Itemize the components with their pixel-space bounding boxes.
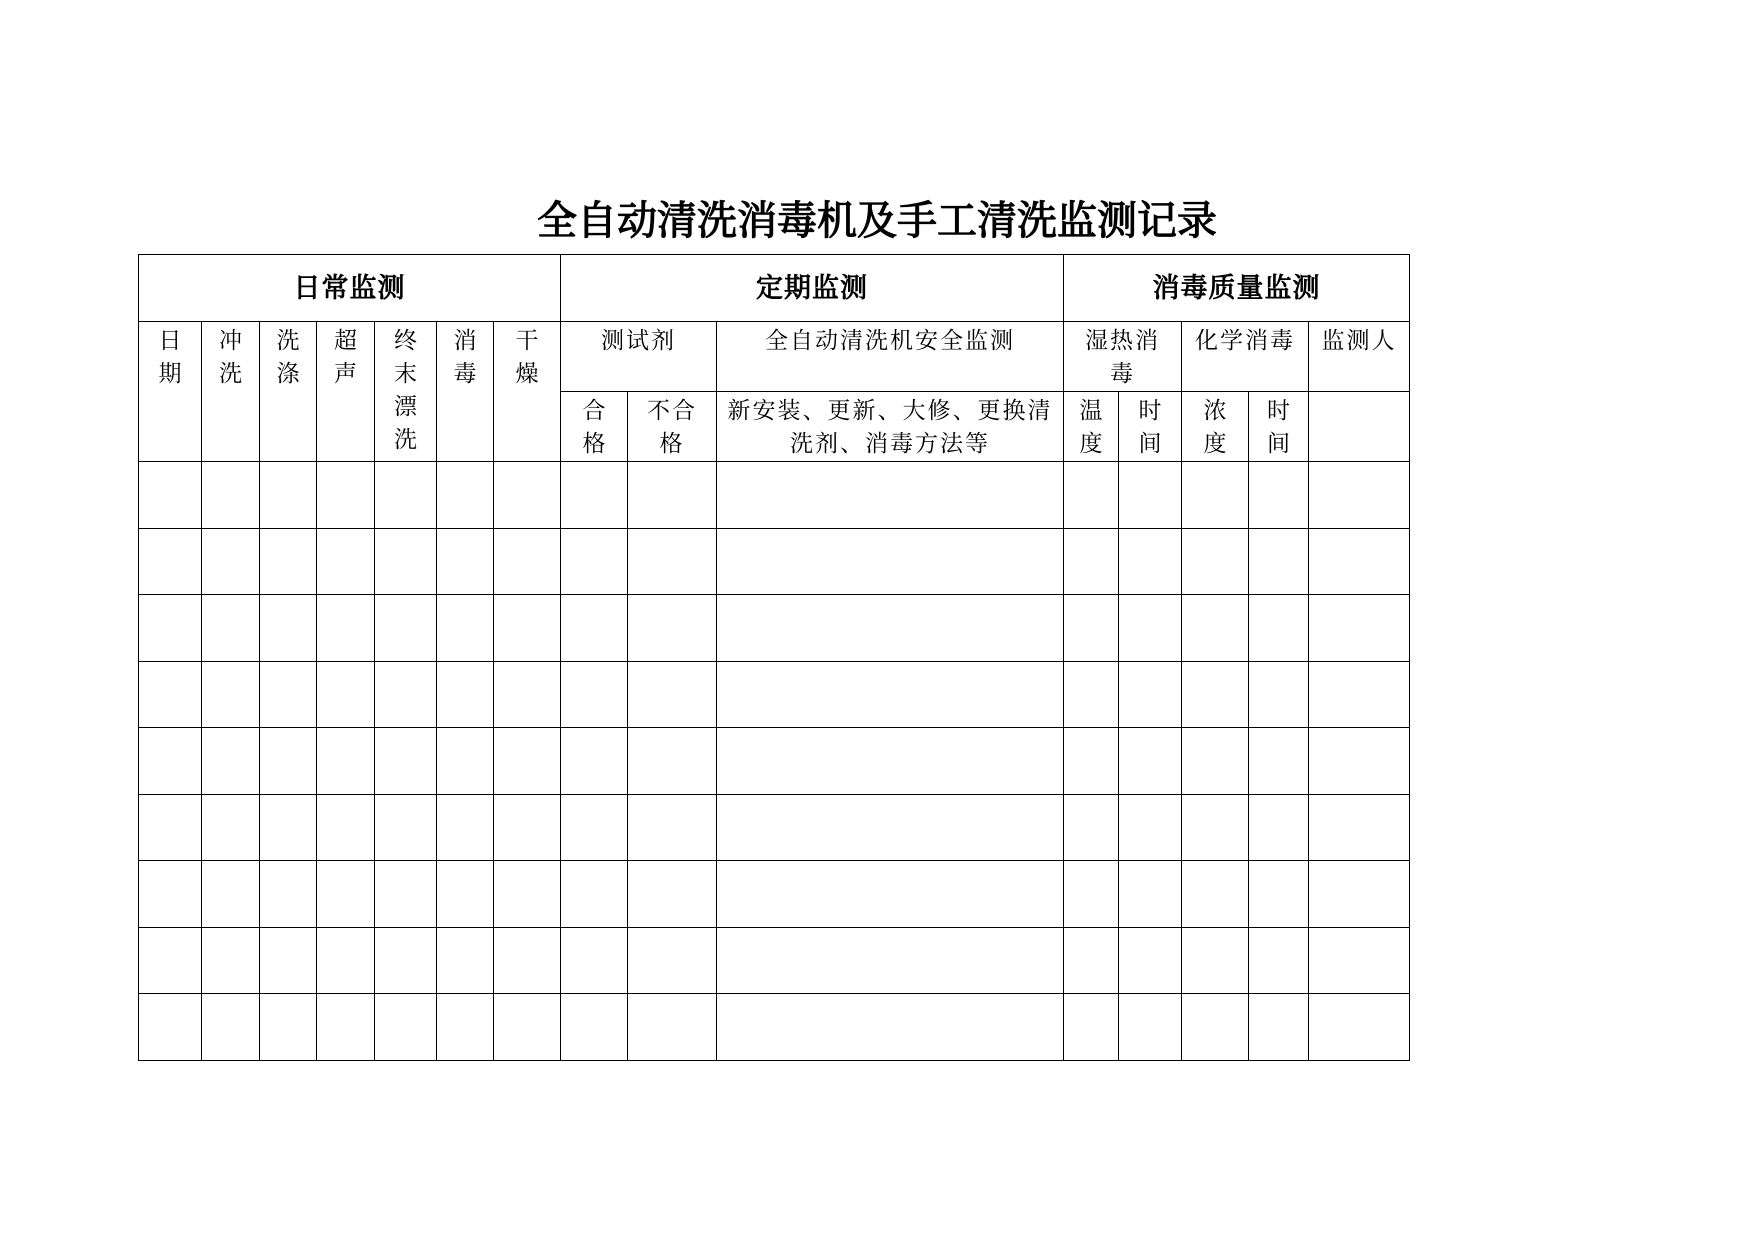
entry-cell[interactable] [1064, 994, 1119, 1061]
entry-cell[interactable] [317, 528, 375, 595]
entry-cell[interactable] [317, 861, 375, 928]
entry-cell[interactable] [1064, 794, 1119, 861]
entry-cell[interactable] [375, 595, 437, 662]
entry-cell[interactable] [1119, 462, 1182, 529]
entry-cell[interactable] [202, 728, 260, 795]
group-daily: 日常监测 [139, 255, 561, 322]
entry-cell[interactable] [202, 927, 260, 994]
table-row [139, 994, 1410, 1061]
entry-cell[interactable] [260, 794, 317, 861]
entry-cell[interactable] [1182, 728, 1249, 795]
col-disinfect: 消毒 [437, 322, 494, 462]
entry-cell[interactable] [1249, 794, 1309, 861]
entry-cell[interactable] [317, 661, 375, 728]
entry-cell[interactable] [375, 794, 437, 861]
col-rinse: 冲洗 [202, 322, 260, 462]
entry-cell[interactable] [1182, 661, 1249, 728]
table-row [139, 528, 1410, 595]
col-heat-time: 时间 [1119, 392, 1182, 462]
entry-cell[interactable] [1182, 861, 1249, 928]
table-row [139, 661, 1410, 728]
entry-cell[interactable] [375, 528, 437, 595]
entry-cell[interactable] [1309, 861, 1410, 928]
page-title: 全自动清洗消毒机及手工清洗监测记录 [537, 197, 1217, 244]
entry-cell[interactable] [561, 927, 628, 994]
entry-cell[interactable] [1119, 728, 1182, 795]
entry-cell[interactable] [628, 595, 717, 662]
table-row [139, 462, 1410, 529]
entry-cell[interactable] [317, 927, 375, 994]
entry-cell[interactable] [494, 528, 561, 595]
entry-cell[interactable] [494, 794, 561, 861]
entry-cell[interactable] [1249, 861, 1309, 928]
table-row [139, 794, 1410, 861]
entry-cell[interactable] [1249, 994, 1309, 1061]
entry-cell[interactable] [494, 661, 561, 728]
entry-cell[interactable] [628, 861, 717, 928]
entry-cell[interactable] [260, 994, 317, 1061]
entry-cell[interactable] [437, 861, 494, 928]
entry-cell[interactable] [317, 994, 375, 1061]
entry-cell[interactable] [139, 927, 202, 994]
entry-cell[interactable] [317, 595, 375, 662]
entry-cell[interactable] [717, 462, 1064, 529]
entry-cell[interactable] [561, 994, 628, 1061]
entry-cell[interactable] [1064, 927, 1119, 994]
entry-cell[interactable] [1064, 595, 1119, 662]
col-concentration: 浓度 [1182, 392, 1249, 462]
monitoring-record-table [138, 254, 1410, 1061]
col-final-rinse: 终末漂洗 [375, 322, 437, 462]
entry-cell[interactable] [1309, 794, 1410, 861]
table-row [139, 595, 1410, 662]
entry-cell[interactable] [202, 462, 260, 529]
entry-cell[interactable] [494, 927, 561, 994]
col-date: 日期 [139, 322, 202, 462]
entry-cell[interactable] [1119, 595, 1182, 662]
entry-cell[interactable] [628, 794, 717, 861]
entry-cell[interactable] [375, 994, 437, 1061]
entry-cell[interactable] [437, 528, 494, 595]
entry-cell[interactable] [139, 528, 202, 595]
col-moist-heat: 湿热消毒 [1064, 322, 1182, 392]
entry-cell[interactable] [717, 927, 1064, 994]
entry-cell[interactable] [1182, 927, 1249, 994]
entry-cell[interactable] [260, 462, 317, 529]
entry-cell[interactable] [260, 595, 317, 662]
entry-cell[interactable] [1064, 861, 1119, 928]
entry-cell[interactable] [1249, 528, 1309, 595]
col-temperature: 温度 [1064, 392, 1119, 462]
entry-cell[interactable] [561, 595, 628, 662]
entry-cell[interactable] [1182, 794, 1249, 861]
entry-cell[interactable] [375, 728, 437, 795]
entry-cell[interactable] [1249, 728, 1309, 795]
entry-cell[interactable] [1119, 661, 1182, 728]
entry-cell[interactable] [628, 728, 717, 795]
entry-cell[interactable] [1119, 794, 1182, 861]
entry-cell[interactable] [139, 595, 202, 662]
entry-cell[interactable] [561, 861, 628, 928]
entry-cell[interactable] [1182, 595, 1249, 662]
entry-cell[interactable] [628, 462, 717, 529]
col-monitor-person: 监测人 [1309, 322, 1410, 392]
entry-cell[interactable] [1119, 927, 1182, 994]
table-row [139, 728, 1410, 795]
entry-cell[interactable] [1309, 661, 1410, 728]
entry-cell[interactable] [494, 728, 561, 795]
entry-cell[interactable] [1249, 595, 1309, 662]
col-chemical: 化学消毒 [1182, 322, 1309, 392]
group-disinfection-quality: 消毒质量监测 [1064, 255, 1410, 322]
entry-cell[interactable] [317, 462, 375, 529]
entry-cell[interactable] [1309, 595, 1410, 662]
entry-cell[interactable] [260, 661, 317, 728]
entry-cell[interactable] [561, 462, 628, 529]
group-header-row [139, 255, 1410, 322]
entry-cell[interactable] [1182, 994, 1249, 1061]
entry-cell[interactable] [494, 462, 561, 529]
entry-cell[interactable] [139, 728, 202, 795]
entry-cell[interactable] [437, 462, 494, 529]
entry-cell[interactable] [437, 728, 494, 795]
col-wash: 洗涤 [260, 322, 317, 462]
col-pass: 合格 [561, 392, 628, 462]
entry-cell[interactable] [717, 528, 1064, 595]
entry-cell[interactable] [717, 794, 1064, 861]
entry-cell[interactable] [202, 861, 260, 928]
table-row [139, 927, 1410, 994]
entry-cell[interactable] [717, 728, 1064, 795]
entry-cell[interactable] [260, 728, 317, 795]
entry-cell[interactable] [561, 728, 628, 795]
entry-cell[interactable] [1309, 728, 1410, 795]
entry-cell[interactable] [1182, 462, 1249, 529]
entry-cell[interactable] [494, 994, 561, 1061]
entry-cell[interactable] [1119, 994, 1182, 1061]
entry-cell[interactable] [1119, 528, 1182, 595]
entry-cell[interactable] [202, 595, 260, 662]
entry-cell[interactable] [437, 927, 494, 994]
entry-cell[interactable] [628, 994, 717, 1061]
col-safety-conditions: 新安装、更新、大修、更换清洗剂、消毒方法等 [717, 392, 1064, 462]
entry-cell[interactable] [628, 528, 717, 595]
entry-cell[interactable] [628, 927, 717, 994]
entry-cell[interactable] [1064, 462, 1119, 529]
entry-cell[interactable] [375, 927, 437, 994]
entry-cell[interactable] [202, 528, 260, 595]
entry-cell[interactable] [628, 661, 717, 728]
table-row [139, 861, 1410, 928]
col-dry: 干燥 [494, 322, 561, 462]
entry-cell[interactable] [717, 661, 1064, 728]
entry-cell[interactable] [1064, 528, 1119, 595]
entry-cell[interactable] [260, 528, 317, 595]
entry-cell[interactable] [139, 861, 202, 928]
col-monitor-blank [1309, 392, 1410, 462]
entry-cell[interactable] [202, 994, 260, 1061]
entry-cell[interactable] [437, 794, 494, 861]
entry-cell[interactable] [139, 994, 202, 1061]
entry-cell[interactable] [1249, 661, 1309, 728]
entry-cell[interactable] [561, 528, 628, 595]
entry-cell[interactable] [1064, 728, 1119, 795]
entry-cell[interactable] [561, 794, 628, 861]
entry-cell[interactable] [1119, 861, 1182, 928]
entry-cell[interactable] [437, 994, 494, 1061]
col-ultrasonic: 超声 [317, 322, 375, 462]
entry-cell[interactable] [202, 661, 260, 728]
entry-cell[interactable] [260, 861, 317, 928]
entry-cell[interactable] [1309, 528, 1410, 595]
col-chemical-time: 时间 [1249, 392, 1309, 462]
entry-cell[interactable] [494, 861, 561, 928]
entry-cell[interactable] [375, 861, 437, 928]
entry-cell[interactable] [1309, 927, 1410, 994]
entry-cell[interactable] [139, 462, 202, 529]
entry-cell[interactable] [1182, 528, 1249, 595]
entry-cell[interactable] [375, 661, 437, 728]
entry-cell[interactable] [202, 794, 260, 861]
entry-cell[interactable] [139, 794, 202, 861]
entry-cell[interactable] [375, 462, 437, 529]
col-safety-monitoring: 全自动清洗机安全监测 [717, 322, 1064, 392]
entry-cell[interactable] [317, 794, 375, 861]
entry-cell[interactable] [717, 994, 1064, 1061]
entry-cell[interactable] [717, 861, 1064, 928]
entry-cell[interactable] [139, 661, 202, 728]
entry-cell[interactable] [561, 661, 628, 728]
entry-cell[interactable] [317, 728, 375, 795]
entry-cell[interactable] [437, 595, 494, 662]
sub-header-row-1 [139, 322, 1410, 392]
entry-cell[interactable] [1309, 994, 1410, 1061]
entry-cell[interactable] [1249, 462, 1309, 529]
entry-cell[interactable] [437, 661, 494, 728]
record-rows [139, 462, 1410, 1061]
col-fail: 不合格 [628, 392, 717, 462]
col-test-agent: 测试剂 [561, 322, 717, 392]
entry-cell[interactable] [260, 927, 317, 994]
entry-cell[interactable] [717, 595, 1064, 662]
entry-cell[interactable] [494, 595, 561, 662]
entry-cell[interactable] [1249, 927, 1309, 994]
entry-cell[interactable] [1064, 661, 1119, 728]
entry-cell[interactable] [1309, 462, 1410, 529]
group-periodic: 定期监测 [561, 255, 1064, 322]
